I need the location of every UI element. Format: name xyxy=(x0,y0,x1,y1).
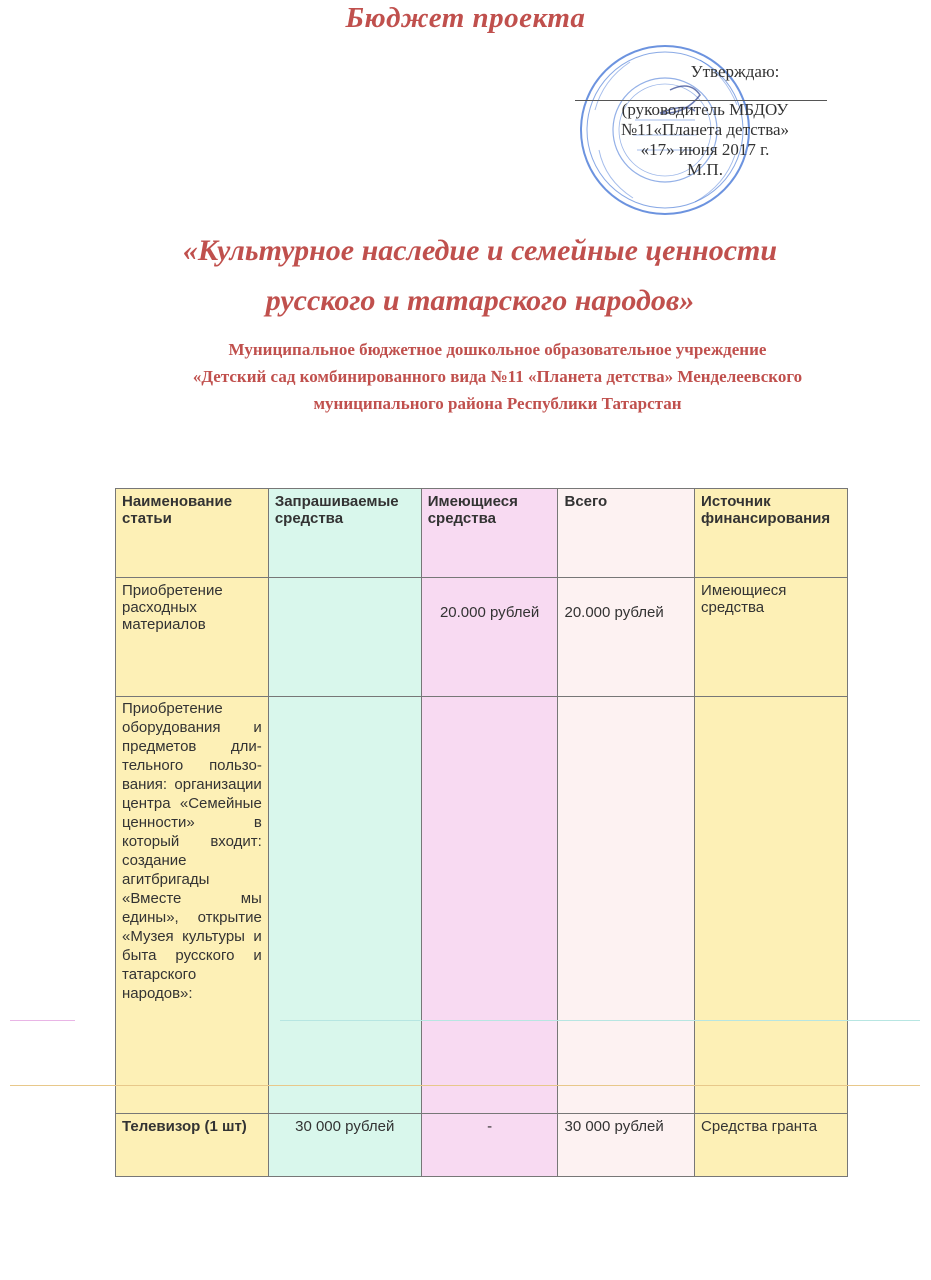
cell-requested: 30 000 рублей xyxy=(268,1114,421,1177)
project-title xyxy=(0,226,931,326)
budget-table xyxy=(115,488,848,1177)
cell-source xyxy=(695,697,848,1114)
cell-available: - xyxy=(421,1114,558,1177)
cell-available: 20.000 рублей xyxy=(421,578,558,697)
cell-available xyxy=(421,697,558,1114)
cell-item: Приобретение расходных материалов xyxy=(116,578,269,697)
header-available: Имеющиеся средства xyxy=(421,489,558,578)
cell-requested xyxy=(268,697,421,1114)
cell-requested xyxy=(268,578,421,697)
project-title-line1: «Культурное наследие и семейные ценности xyxy=(182,234,778,267)
scan-artifact-line xyxy=(280,1020,920,1021)
organization-line2: «Детский сад комбинированного вида №11 «Планета детства» Менделеевского xyxy=(192,367,803,386)
cell-source: Средства гранта xyxy=(695,1114,848,1177)
cell-item: Приобретение оборудования и предметов дли-тельного пользо-вания: организации центра «Семейные ценности» в который входит: создание агитбригады «Вместе мы едины», открытие «Музея культуры и быта русского и татарского народов»: xyxy=(116,697,269,1114)
approval-position: (руководитель МБДОУ xyxy=(621,100,789,119)
signature-line xyxy=(575,100,827,101)
table-row xyxy=(116,578,848,697)
cell-total xyxy=(558,697,695,1114)
organization-line1: Муниципальное бюджетное дошкольное образовательное учреждение xyxy=(228,340,767,359)
header-total: Всего xyxy=(558,489,695,578)
header-source: Источник финансирования xyxy=(695,489,848,578)
cell-total: 30 000 рублей xyxy=(558,1114,695,1177)
project-title-line2: русского и татарского народов» xyxy=(265,284,695,317)
document-title: Бюджет проекта xyxy=(345,2,586,34)
table-header-row xyxy=(116,489,848,578)
organization-line3: муниципального района Республики Татарстан xyxy=(313,394,682,413)
approval-seal-mark: М.П. xyxy=(687,160,723,179)
organization-name xyxy=(0,336,931,417)
header-item-name: Наименование статьи xyxy=(116,489,269,578)
approval-institution: №11«Планета детства» xyxy=(620,120,790,139)
table-row xyxy=(116,697,848,1114)
approval-date: «17» июня 2017 г. xyxy=(640,140,770,159)
approval-block xyxy=(570,62,840,180)
cell-item: Телевизор (1 шт) xyxy=(116,1114,269,1177)
cell-total: 20.000 рублей xyxy=(558,578,695,697)
scan-artifact-line xyxy=(10,1020,75,1021)
approval-heading: Утверждаю: xyxy=(690,62,780,81)
scan-artifact-line xyxy=(10,1085,920,1086)
header-requested: Запрашиваемые средства xyxy=(268,489,421,578)
cell-source: Имеющиеся средства xyxy=(695,578,848,697)
table-row xyxy=(116,1114,848,1177)
